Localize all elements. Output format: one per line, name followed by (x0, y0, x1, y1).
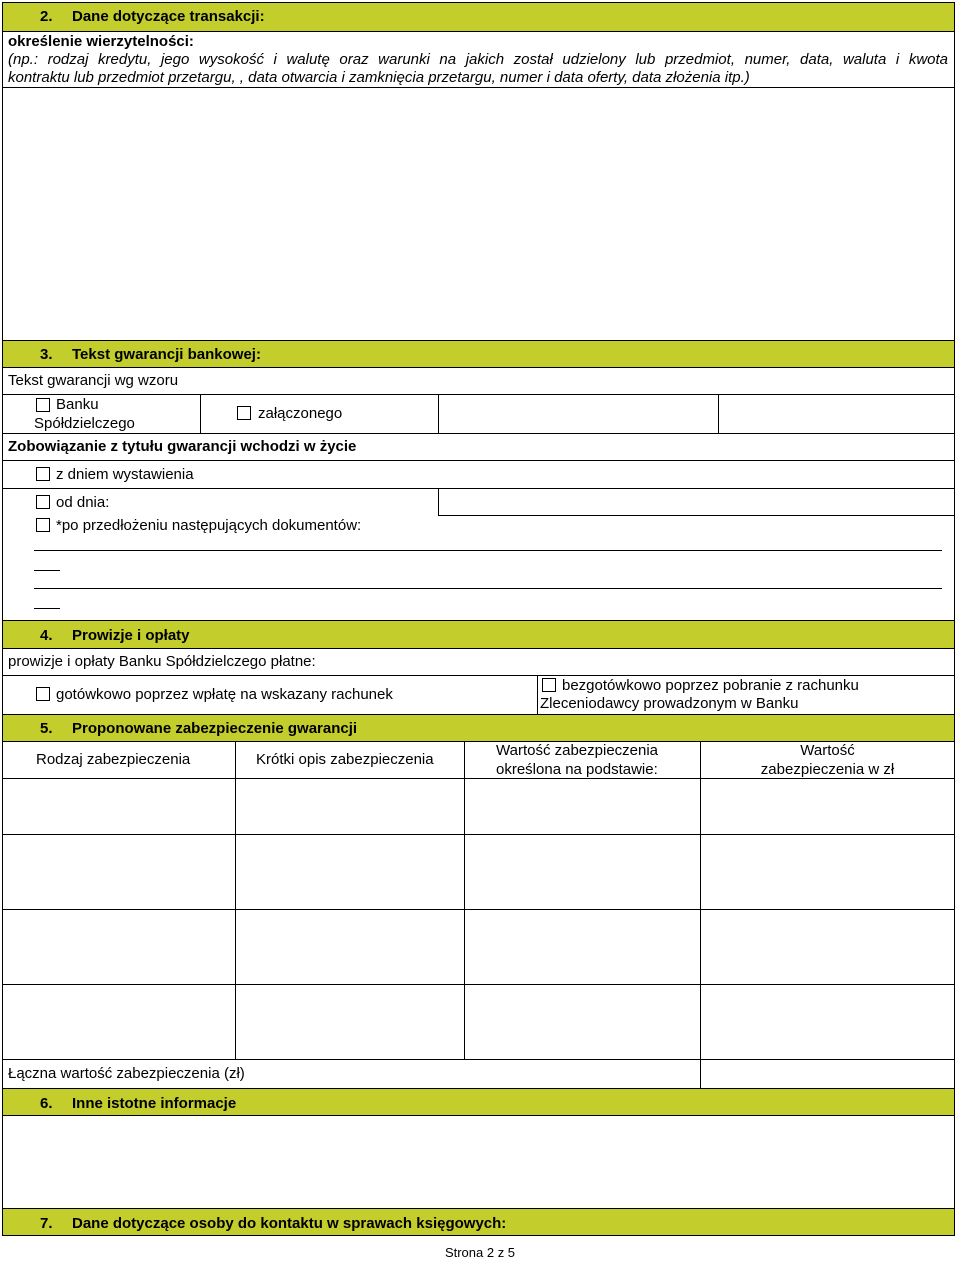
documents-line-2[interactable] (34, 588, 942, 589)
checkbox-noncash-payment[interactable] (542, 678, 556, 692)
option-documents: *po przedłożeniu następujących dokumentów: (56, 517, 362, 534)
checkbox-bank-template[interactable] (36, 398, 50, 412)
option-noncash-line2: Zleceniodawcy prowadzonym w Banku (540, 695, 799, 712)
section5-number: 5. (40, 720, 53, 737)
total-value-field[interactable] (701, 1060, 954, 1088)
divider (438, 515, 955, 516)
section2-input-area[interactable] (2, 87, 955, 341)
col-header-type: Rodzaj zabezpieczenia (36, 751, 191, 768)
section2-label: określenie wierzytelności: (8, 33, 194, 50)
section5-heading (40, 720, 357, 738)
checkbox-attached-template[interactable] (237, 406, 251, 420)
option-noncash-line1: bezgotówkowo poprzez pobranie z rachunku (562, 677, 859, 694)
option-bank-line2: Spółdzielczego (34, 415, 135, 432)
section4-heading (40, 627, 190, 645)
checkbox-issue-date[interactable] (36, 467, 50, 481)
table-row[interactable] (3, 779, 954, 834)
section4-number: 4. (40, 627, 53, 644)
section2-heading (40, 8, 265, 26)
checkbox-documents[interactable] (36, 518, 50, 532)
divider (200, 395, 201, 433)
section3-template-label: Tekst gwarancji wg wzoru (8, 372, 179, 389)
col-header-value-pln-line2: zabezpieczenia w zł (760, 761, 895, 778)
section7-heading (40, 1215, 506, 1233)
checkbox-from-date[interactable] (36, 495, 50, 509)
option-cash-payment: gotówkowo poprzez wpłatę na wskazany rachunek (56, 686, 393, 703)
option-attached: załączonego (258, 405, 343, 422)
divider (2, 675, 955, 676)
section6-input-area[interactable] (2, 1115, 955, 1209)
documents-line-2-cont[interactable] (34, 608, 60, 609)
divider (537, 675, 538, 715)
section7-title: Dane dotyczące osoby do kontaktu w sprawach księgowych: (72, 1215, 507, 1232)
section2-title: Dane dotyczące transakcji: (72, 8, 265, 25)
effective-label: Zobowiązanie z tytułu gwarancji wchodzi w życie (8, 438, 357, 455)
section6-heading (40, 1095, 236, 1113)
page-number: Strona 2 z 5 (444, 1245, 516, 1260)
section3-heading (40, 346, 261, 364)
fees-label: prowizje i opłaty Banku Spółdzielczego płatne: (8, 653, 316, 670)
option-from-date: od dnia: (56, 494, 110, 511)
section6-title: Inne istotne informacje (72, 1095, 237, 1112)
table-row[interactable] (3, 910, 954, 984)
documents-line-1-cont[interactable] (34, 570, 60, 571)
section3-number: 3. (40, 346, 53, 363)
template-extra-field[interactable] (439, 395, 718, 432)
checkbox-cash-payment[interactable] (36, 687, 50, 701)
from-date-field[interactable] (439, 489, 954, 515)
total-value-label: Łączna wartość zabezpieczenia (zł) (8, 1065, 245, 1082)
option-bank-line1: Banku (56, 396, 99, 413)
section2-hint-line2: kontraktu lub przedmiot przetargu, , data otwarcia i zamknięcia przetargu, numer i data oferty, data złożenia itp.) (8, 69, 750, 86)
divider (2, 460, 955, 461)
divider (2, 433, 955, 434)
option-issue-date: z dniem wystawienia (56, 466, 194, 483)
col-header-value-basis-line1: Wartość zabezpieczenia (496, 742, 659, 759)
col-header-value-pln-line1: Wartość (800, 742, 855, 759)
table-row[interactable] (3, 985, 954, 1059)
section5-title: Proponowane zabezpieczenie gwarancji (72, 720, 358, 737)
section4-title: Prowizje i opłaty (72, 627, 190, 644)
section7-number: 7. (40, 1215, 53, 1232)
col-header-description: Krótki opis zabezpieczenia (256, 751, 434, 768)
col-header-value-basis-line2: określona na podstawie: (496, 761, 658, 778)
documents-line-1[interactable] (34, 550, 942, 551)
table-row[interactable] (3, 835, 954, 909)
section3-title: Tekst gwarancji bankowej: (72, 346, 261, 363)
divider (718, 395, 719, 433)
section2-number: 2. (40, 8, 53, 25)
section2-hint-line1: (np.: rodzaj kredytu, jego wysokość i walutę oraz warunki na jakich został udzielony lub przedmiot, numer, data, waluta i kwota (8, 51, 948, 68)
section6-number: 6. (40, 1095, 53, 1112)
